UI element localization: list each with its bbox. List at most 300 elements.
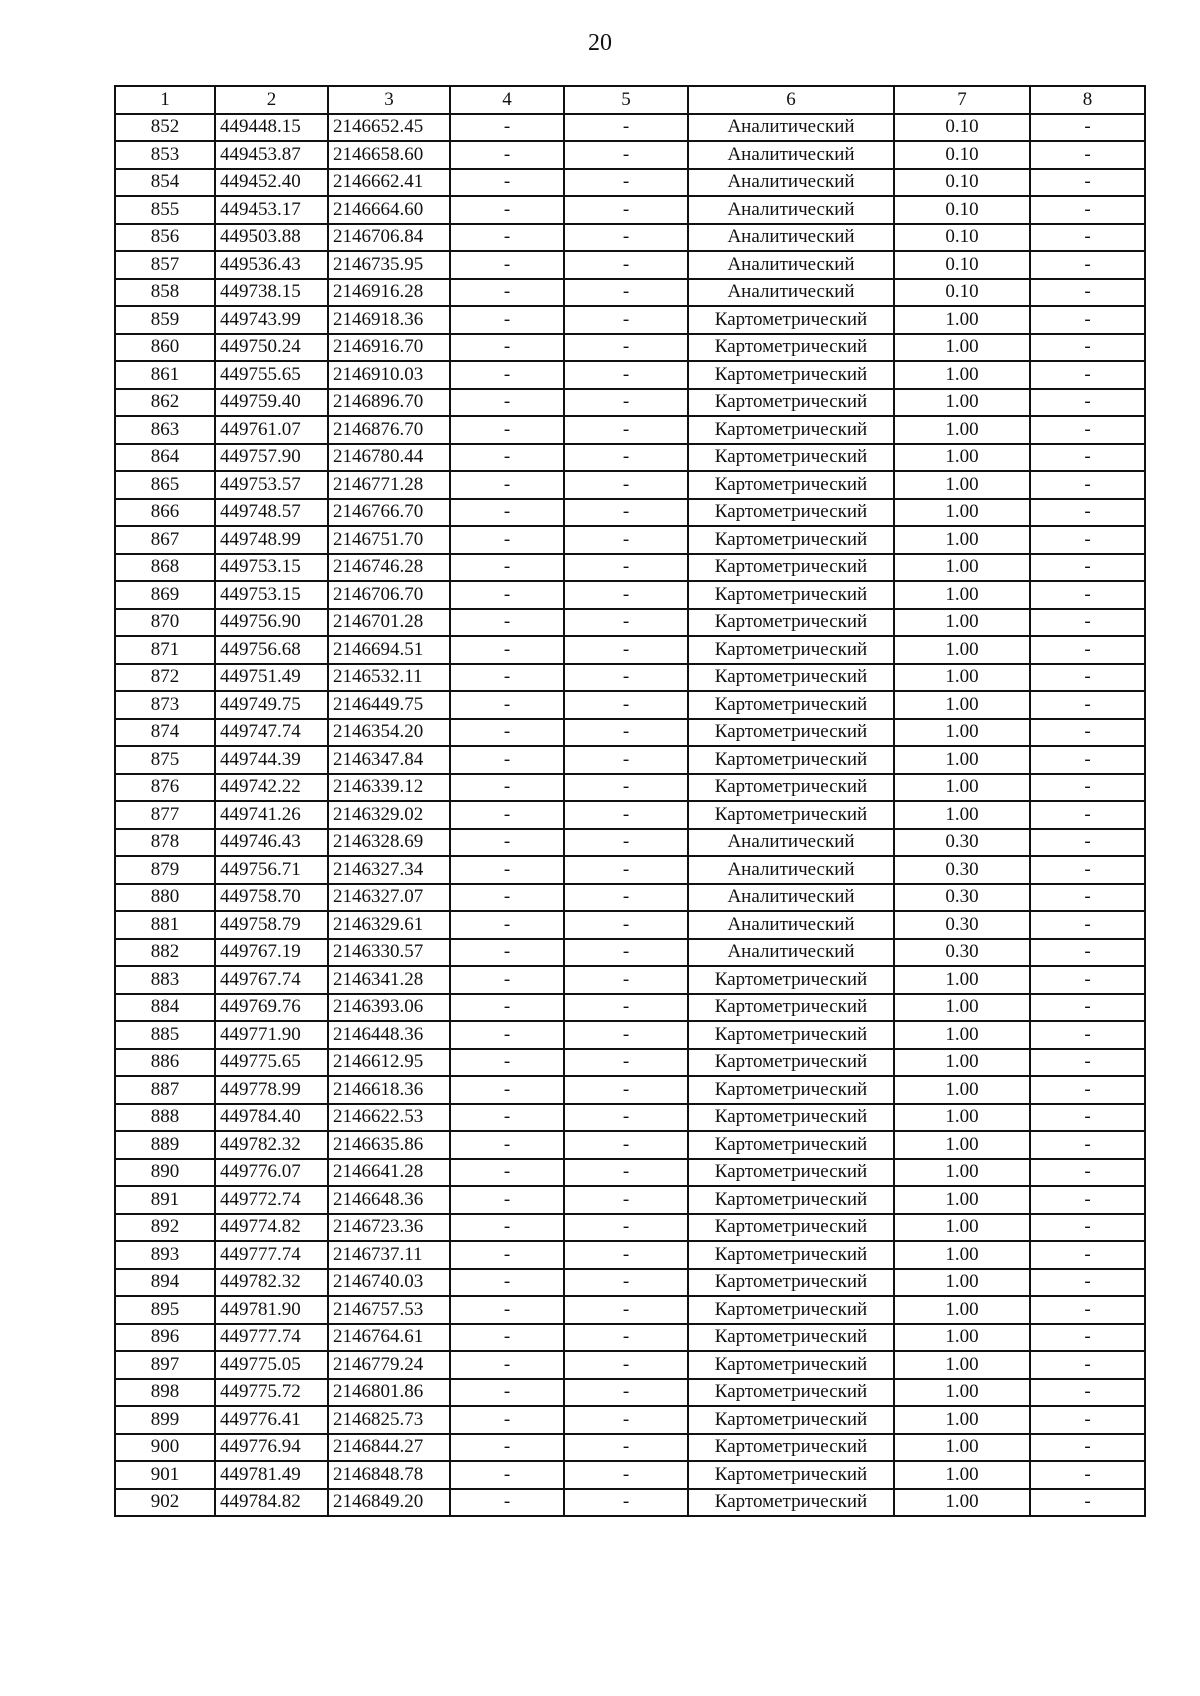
method-cell: Картометрический	[688, 1186, 894, 1214]
method-cell: Аналитический	[688, 279, 894, 307]
method-cell: Картометрический	[688, 1049, 894, 1077]
method-cell: Картометрический	[688, 609, 894, 637]
column-5-cell: -	[564, 746, 688, 774]
column-4-cell: -	[450, 1351, 564, 1379]
method-cell: Аналитический	[688, 829, 894, 857]
column-4-cell: -	[450, 554, 564, 582]
column-8-cell: -	[1030, 1159, 1145, 1187]
column-4-cell: -	[450, 719, 564, 747]
column-8-cell: -	[1030, 1461, 1145, 1489]
column-5-cell: -	[564, 856, 688, 884]
accuracy-cell: 1.00	[894, 1351, 1030, 1379]
x-coordinate-cell: 449453.87	[215, 141, 328, 169]
column-header: 8	[1030, 86, 1145, 114]
table-row	[115, 1351, 1145, 1379]
accuracy-cell: 1.00	[894, 966, 1030, 994]
accuracy-cell: 1.00	[894, 416, 1030, 444]
x-coordinate-cell: 449781.90	[215, 1296, 328, 1324]
method-cell: Аналитический	[688, 884, 894, 912]
x-coordinate-cell: 449775.72	[215, 1379, 328, 1407]
column-8-cell: -	[1030, 1406, 1145, 1434]
table-row	[115, 1049, 1145, 1077]
column-8-cell: -	[1030, 1104, 1145, 1132]
y-coordinate-cell: 2146327.07	[328, 884, 450, 912]
accuracy-cell: 0.10	[894, 141, 1030, 169]
y-coordinate-cell: 2146916.70	[328, 334, 450, 362]
x-coordinate-cell: 449784.82	[215, 1489, 328, 1517]
table-row	[115, 1324, 1145, 1352]
x-coordinate-cell: 449748.99	[215, 526, 328, 554]
point-number-cell: 902	[115, 1489, 215, 1517]
column-4-cell: -	[450, 774, 564, 802]
point-number-cell: 892	[115, 1214, 215, 1242]
accuracy-cell: 1.00	[894, 581, 1030, 609]
column-5-cell: -	[564, 1021, 688, 1049]
column-4-cell: -	[450, 444, 564, 472]
table-row	[115, 609, 1145, 637]
method-cell: Картометрический	[688, 1406, 894, 1434]
column-5-cell: -	[564, 691, 688, 719]
column-5-cell: -	[564, 884, 688, 912]
table-row	[115, 581, 1145, 609]
column-5-cell: -	[564, 1269, 688, 1297]
column-8-cell: -	[1030, 856, 1145, 884]
point-number-cell: 893	[115, 1241, 215, 1269]
accuracy-cell: 0.10	[894, 279, 1030, 307]
column-8-cell: -	[1030, 1076, 1145, 1104]
x-coordinate-cell: 449774.82	[215, 1214, 328, 1242]
column-5-cell: -	[564, 1379, 688, 1407]
column-8-cell: -	[1030, 664, 1145, 692]
column-4-cell: -	[450, 279, 564, 307]
table-row	[115, 1104, 1145, 1132]
x-coordinate-cell: 449758.79	[215, 911, 328, 939]
method-cell: Картометрический	[688, 966, 894, 994]
column-8-cell: -	[1030, 939, 1145, 967]
x-coordinate-cell: 449776.41	[215, 1406, 328, 1434]
accuracy-cell: 1.00	[894, 691, 1030, 719]
column-8-cell: -	[1030, 1021, 1145, 1049]
point-number-cell: 857	[115, 251, 215, 279]
y-coordinate-cell: 2146329.02	[328, 801, 450, 829]
accuracy-cell: 1.00	[894, 1406, 1030, 1434]
column-5-cell: -	[564, 554, 688, 582]
point-number-cell: 870	[115, 609, 215, 637]
table-row	[115, 1269, 1145, 1297]
point-number-cell: 861	[115, 361, 215, 389]
x-coordinate-cell: 449777.74	[215, 1241, 328, 1269]
table-row	[115, 1076, 1145, 1104]
x-coordinate-cell: 449767.74	[215, 966, 328, 994]
x-coordinate-cell: 449755.65	[215, 361, 328, 389]
point-number-cell: 899	[115, 1406, 215, 1434]
y-coordinate-cell: 2146328.69	[328, 829, 450, 857]
column-5-cell: -	[564, 609, 688, 637]
x-coordinate-cell: 449756.71	[215, 856, 328, 884]
column-8-cell: -	[1030, 1434, 1145, 1462]
column-header: 1	[115, 86, 215, 114]
y-coordinate-cell: 2146330.57	[328, 939, 450, 967]
column-5-cell: -	[564, 251, 688, 279]
method-cell: Картометрический	[688, 1214, 894, 1242]
column-4-cell: -	[450, 141, 564, 169]
column-5-cell: -	[564, 169, 688, 197]
method-cell: Картометрический	[688, 471, 894, 499]
y-coordinate-cell: 2146825.73	[328, 1406, 450, 1434]
y-coordinate-cell: 2146612.95	[328, 1049, 450, 1077]
column-8-cell: -	[1030, 1489, 1145, 1517]
x-coordinate-cell: 449746.43	[215, 829, 328, 857]
column-8-cell: -	[1030, 361, 1145, 389]
column-4-cell: -	[450, 1434, 564, 1462]
y-coordinate-cell: 2146735.95	[328, 251, 450, 279]
point-number-cell: 876	[115, 774, 215, 802]
column-4-cell: -	[450, 1104, 564, 1132]
x-coordinate-cell: 449738.15	[215, 279, 328, 307]
column-8-cell: -	[1030, 1186, 1145, 1214]
column-8-cell: -	[1030, 1324, 1145, 1352]
column-4-cell: -	[450, 801, 564, 829]
y-coordinate-cell: 2146916.28	[328, 279, 450, 307]
table-row	[115, 884, 1145, 912]
column-5-cell: -	[564, 279, 688, 307]
y-coordinate-cell: 2146896.70	[328, 389, 450, 417]
column-4-cell: -	[450, 939, 564, 967]
method-cell: Картометрический	[688, 1324, 894, 1352]
column-5-cell: -	[564, 581, 688, 609]
column-8-cell: -	[1030, 719, 1145, 747]
y-coordinate-cell: 2146746.28	[328, 554, 450, 582]
table-row	[115, 1159, 1145, 1187]
column-4-cell: -	[450, 1324, 564, 1352]
column-header: 2	[215, 86, 328, 114]
table-row	[115, 994, 1145, 1022]
x-coordinate-cell: 449775.65	[215, 1049, 328, 1077]
column-5-cell: -	[564, 306, 688, 334]
column-4-cell: -	[450, 636, 564, 664]
table-row	[115, 389, 1145, 417]
y-coordinate-cell: 2146652.45	[328, 114, 450, 142]
point-number-cell: 882	[115, 939, 215, 967]
point-number-cell: 877	[115, 801, 215, 829]
accuracy-cell: 1.00	[894, 609, 1030, 637]
point-number-cell: 879	[115, 856, 215, 884]
table-row	[115, 719, 1145, 747]
x-coordinate-cell: 449742.22	[215, 774, 328, 802]
point-number-cell: 859	[115, 306, 215, 334]
point-number-cell: 901	[115, 1461, 215, 1489]
x-coordinate-cell: 449778.99	[215, 1076, 328, 1104]
accuracy-cell: 1.00	[894, 471, 1030, 499]
column-4-cell: -	[450, 581, 564, 609]
column-5-cell: -	[564, 1406, 688, 1434]
accuracy-cell: 0.30	[894, 911, 1030, 939]
column-8-cell: -	[1030, 471, 1145, 499]
column-5-cell: -	[564, 1131, 688, 1159]
point-number-cell: 865	[115, 471, 215, 499]
table-row	[115, 856, 1145, 884]
column-8-cell: -	[1030, 279, 1145, 307]
column-5-cell: -	[564, 1241, 688, 1269]
column-5-cell: -	[564, 1214, 688, 1242]
table-row	[115, 114, 1145, 142]
column-5-cell: -	[564, 1049, 688, 1077]
point-number-cell: 867	[115, 526, 215, 554]
point-number-cell: 852	[115, 114, 215, 142]
table-row	[115, 691, 1145, 719]
table-row	[115, 911, 1145, 939]
x-coordinate-cell: 449751.49	[215, 664, 328, 692]
y-coordinate-cell: 2146694.51	[328, 636, 450, 664]
method-cell: Картометрический	[688, 1159, 894, 1187]
y-coordinate-cell: 2146706.84	[328, 224, 450, 252]
column-8-cell: -	[1030, 884, 1145, 912]
point-number-cell: 869	[115, 581, 215, 609]
y-coordinate-cell: 2146844.27	[328, 1434, 450, 1462]
table-row	[115, 169, 1145, 197]
point-number-cell: 890	[115, 1159, 215, 1187]
column-4-cell: -	[450, 251, 564, 279]
point-number-cell: 891	[115, 1186, 215, 1214]
accuracy-cell: 0.10	[894, 224, 1030, 252]
column-4-cell: -	[450, 224, 564, 252]
method-cell: Аналитический	[688, 939, 894, 967]
column-8-cell: -	[1030, 1296, 1145, 1324]
point-number-cell: 894	[115, 1269, 215, 1297]
column-8-cell: -	[1030, 1049, 1145, 1077]
method-cell: Картометрический	[688, 1489, 894, 1517]
method-cell: Картометрический	[688, 444, 894, 472]
table-row	[115, 774, 1145, 802]
column-8-cell: -	[1030, 141, 1145, 169]
y-coordinate-cell: 2146327.34	[328, 856, 450, 884]
y-coordinate-cell: 2146347.84	[328, 746, 450, 774]
table-row	[115, 1131, 1145, 1159]
accuracy-cell: 1.00	[894, 389, 1030, 417]
column-header: 6	[688, 86, 894, 114]
point-number-cell: 873	[115, 691, 215, 719]
table-row	[115, 939, 1145, 967]
table-row	[115, 251, 1145, 279]
y-coordinate-cell: 2146771.28	[328, 471, 450, 499]
method-cell: Картометрический	[688, 334, 894, 362]
column-8-cell: -	[1030, 636, 1145, 664]
x-coordinate-cell: 449753.15	[215, 581, 328, 609]
y-coordinate-cell: 2146801.86	[328, 1379, 450, 1407]
y-coordinate-cell: 2146618.36	[328, 1076, 450, 1104]
column-5-cell: -	[564, 1104, 688, 1132]
method-cell: Картометрический	[688, 1131, 894, 1159]
method-cell: Аналитический	[688, 911, 894, 939]
x-coordinate-cell: 449503.88	[215, 224, 328, 252]
column-header: 3	[328, 86, 450, 114]
column-4-cell: -	[450, 746, 564, 774]
method-cell: Аналитический	[688, 169, 894, 197]
y-coordinate-cell: 2146910.03	[328, 361, 450, 389]
y-coordinate-cell: 2146648.36	[328, 1186, 450, 1214]
accuracy-cell: 1.00	[894, 1241, 1030, 1269]
column-5-cell: -	[564, 1076, 688, 1104]
column-5-cell: -	[564, 389, 688, 417]
table-row	[115, 499, 1145, 527]
y-coordinate-cell: 2146723.36	[328, 1214, 450, 1242]
column-4-cell: -	[450, 416, 564, 444]
x-coordinate-cell: 449771.90	[215, 1021, 328, 1049]
column-4-cell: -	[450, 1379, 564, 1407]
accuracy-cell: 0.30	[894, 939, 1030, 967]
x-coordinate-cell: 449775.05	[215, 1351, 328, 1379]
method-cell: Картометрический	[688, 1461, 894, 1489]
accuracy-cell: 1.00	[894, 664, 1030, 692]
point-number-cell: 858	[115, 279, 215, 307]
x-coordinate-cell: 449782.32	[215, 1131, 328, 1159]
accuracy-cell: 1.00	[894, 334, 1030, 362]
y-coordinate-cell: 2146393.06	[328, 994, 450, 1022]
column-5-cell: -	[564, 636, 688, 664]
y-coordinate-cell: 2146751.70	[328, 526, 450, 554]
y-coordinate-cell: 2146449.75	[328, 691, 450, 719]
table-row	[115, 1021, 1145, 1049]
table-row	[115, 1461, 1145, 1489]
table-row	[115, 801, 1145, 829]
column-5-cell: -	[564, 1186, 688, 1214]
column-5-cell: -	[564, 1324, 688, 1352]
y-coordinate-cell: 2146641.28	[328, 1159, 450, 1187]
table-row	[115, 1296, 1145, 1324]
column-8-cell: -	[1030, 691, 1145, 719]
column-5-cell: -	[564, 526, 688, 554]
accuracy-cell: 1.00	[894, 1159, 1030, 1187]
point-number-cell: 875	[115, 746, 215, 774]
column-4-cell: -	[450, 361, 564, 389]
method-cell: Картометрический	[688, 1269, 894, 1297]
y-coordinate-cell: 2146757.53	[328, 1296, 450, 1324]
accuracy-cell: 1.00	[894, 801, 1030, 829]
method-cell: Картометрический	[688, 719, 894, 747]
column-5-cell: -	[564, 114, 688, 142]
column-8-cell: -	[1030, 1269, 1145, 1297]
table-row	[115, 966, 1145, 994]
column-8-cell: -	[1030, 251, 1145, 279]
column-4-cell: -	[450, 1269, 564, 1297]
column-8-cell: -	[1030, 169, 1145, 197]
column-5-cell: -	[564, 1461, 688, 1489]
column-4-cell: -	[450, 884, 564, 912]
column-5-cell: -	[564, 499, 688, 527]
x-coordinate-cell: 449750.24	[215, 334, 328, 362]
y-coordinate-cell: 2146876.70	[328, 416, 450, 444]
point-number-cell: 900	[115, 1434, 215, 1462]
accuracy-cell: 0.10	[894, 196, 1030, 224]
column-8-cell: -	[1030, 1351, 1145, 1379]
column-5-cell: -	[564, 994, 688, 1022]
column-4-cell: -	[450, 856, 564, 884]
x-coordinate-cell: 449759.40	[215, 389, 328, 417]
table-header-row	[115, 86, 1145, 114]
x-coordinate-cell: 449772.74	[215, 1186, 328, 1214]
y-coordinate-cell: 2146766.70	[328, 499, 450, 527]
column-4-cell: -	[450, 829, 564, 857]
method-cell: Картометрический	[688, 994, 894, 1022]
table-row	[115, 416, 1145, 444]
x-coordinate-cell: 449782.32	[215, 1269, 328, 1297]
table-row	[115, 1241, 1145, 1269]
column-4-cell: -	[450, 114, 564, 142]
method-cell: Аналитический	[688, 251, 894, 279]
column-4-cell: -	[450, 1406, 564, 1434]
accuracy-cell: 0.10	[894, 114, 1030, 142]
column-5-cell: -	[564, 224, 688, 252]
table-row	[115, 1379, 1145, 1407]
accuracy-cell: 1.00	[894, 1049, 1030, 1077]
accuracy-cell: 1.00	[894, 994, 1030, 1022]
column-8-cell: -	[1030, 499, 1145, 527]
x-coordinate-cell: 449769.76	[215, 994, 328, 1022]
coordinates-table	[114, 85, 1146, 1517]
column-4-cell: -	[450, 471, 564, 499]
point-number-cell: 895	[115, 1296, 215, 1324]
accuracy-cell: 0.30	[894, 884, 1030, 912]
column-4-cell: -	[450, 1461, 564, 1489]
column-5-cell: -	[564, 774, 688, 802]
y-coordinate-cell: 2146341.28	[328, 966, 450, 994]
x-coordinate-cell: 449758.70	[215, 884, 328, 912]
y-coordinate-cell: 2146329.61	[328, 911, 450, 939]
table-row	[115, 444, 1145, 472]
x-coordinate-cell: 449784.40	[215, 1104, 328, 1132]
column-5-cell: -	[564, 334, 688, 362]
point-number-cell: 878	[115, 829, 215, 857]
column-5-cell: -	[564, 471, 688, 499]
table-row	[115, 829, 1145, 857]
column-5-cell: -	[564, 911, 688, 939]
method-cell: Картометрический	[688, 1076, 894, 1104]
table-row	[115, 1489, 1145, 1517]
column-5-cell: -	[564, 829, 688, 857]
method-cell: Картометрический	[688, 1434, 894, 1462]
column-8-cell: -	[1030, 1131, 1145, 1159]
table-body	[115, 114, 1145, 1517]
page-number: 20	[588, 30, 612, 56]
x-coordinate-cell: 449744.39	[215, 746, 328, 774]
table-row	[115, 196, 1145, 224]
column-header: 4	[450, 86, 564, 114]
column-4-cell: -	[450, 664, 564, 692]
y-coordinate-cell: 2146635.86	[328, 1131, 450, 1159]
table-row	[115, 224, 1145, 252]
x-coordinate-cell: 449743.99	[215, 306, 328, 334]
accuracy-cell: 0.10	[894, 169, 1030, 197]
method-cell: Картометрический	[688, 554, 894, 582]
point-number-cell: 898	[115, 1379, 215, 1407]
x-coordinate-cell: 449741.26	[215, 801, 328, 829]
accuracy-cell: 1.00	[894, 361, 1030, 389]
y-coordinate-cell: 2146339.12	[328, 774, 450, 802]
column-4-cell: -	[450, 1131, 564, 1159]
method-cell: Картометрический	[688, 636, 894, 664]
method-cell: Картометрический	[688, 581, 894, 609]
table-row	[115, 1406, 1145, 1434]
method-cell: Аналитический	[688, 196, 894, 224]
column-4-cell: -	[450, 994, 564, 1022]
column-4-cell: -	[450, 609, 564, 637]
column-5-cell: -	[564, 1296, 688, 1324]
accuracy-cell: 1.00	[894, 1104, 1030, 1132]
point-number-cell: 885	[115, 1021, 215, 1049]
table-row	[115, 526, 1145, 554]
column-8-cell: -	[1030, 1241, 1145, 1269]
y-coordinate-cell: 2146737.11	[328, 1241, 450, 1269]
